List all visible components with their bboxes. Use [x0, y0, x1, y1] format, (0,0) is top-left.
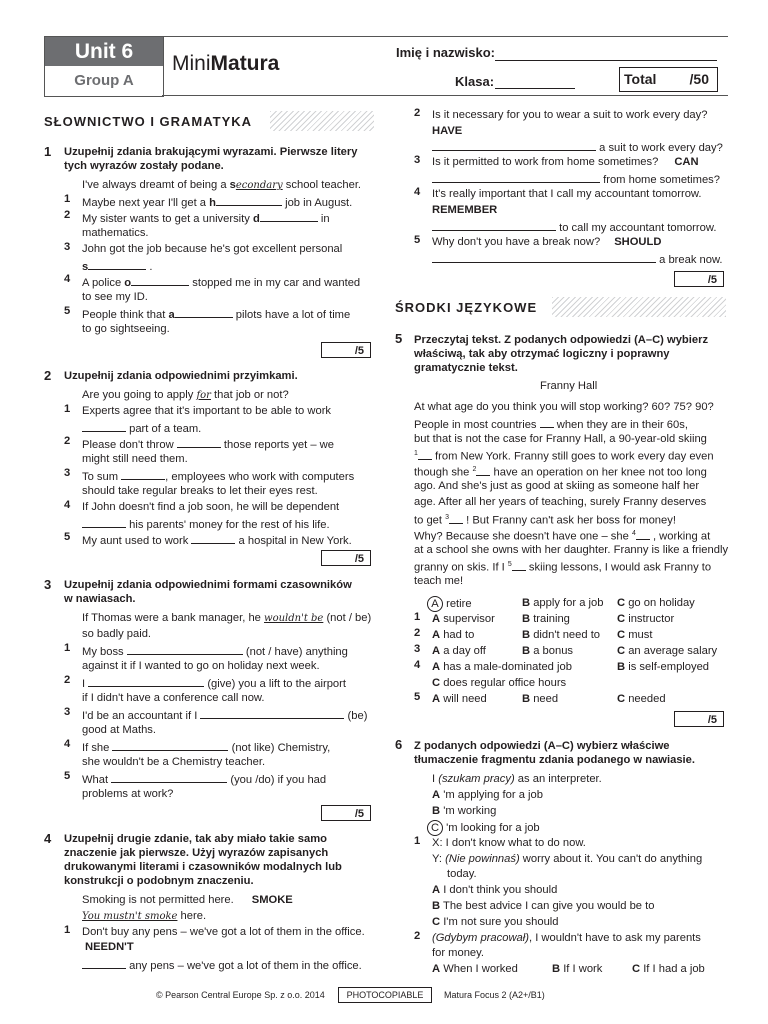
item-number: 5	[414, 234, 421, 246]
answer-blank[interactable]	[82, 957, 126, 969]
item-number: 5	[64, 770, 71, 782]
option-b[interactable]: B The best advice I can give you would be to	[432, 900, 655, 912]
text-line: ago. And she's just as good at skiing as someone half her	[414, 480, 700, 492]
item-number: 4	[64, 499, 71, 511]
option-a[interactable]: A had to	[432, 629, 475, 641]
option-b[interactable]: B a bonus	[522, 645, 574, 657]
item-number: 2	[414, 107, 421, 119]
item-number: 3	[64, 706, 71, 718]
item-line: Is it necessary for you to wear a suit to work every day?	[432, 109, 708, 121]
exercise-instruction: Uzupełnij drugie zdanie, tak aby miało takie samo	[64, 833, 327, 845]
item-number: 4	[414, 186, 421, 198]
item-line: People think that a pilots have a lot of time	[82, 306, 350, 322]
exercise-instruction: Uzupełnij zdania odpowiednimi przyimkami.	[64, 370, 298, 382]
item-line: My aunt used to work a hospital in New York.	[82, 532, 352, 548]
item-number: 1	[64, 193, 71, 205]
header-top-rule	[162, 36, 728, 37]
header-bottom-rule	[162, 95, 728, 96]
section-hatch	[270, 111, 374, 131]
option-b[interactable]: B training	[522, 613, 570, 625]
option-a[interactable]: A supervisor	[432, 613, 495, 625]
option-c[interactable]: C instructor	[617, 613, 675, 625]
item-number: 1	[414, 835, 421, 847]
item-line: mathematics.	[82, 227, 149, 239]
text-line: age. After all her years of teaching, surely Franny deserves	[414, 496, 707, 508]
option-a[interactable]: A 'm applying for a job	[432, 789, 543, 801]
exercise-instruction: Uzupełnij zdania odpowiednimi formami czasowników	[64, 579, 352, 591]
option-c[interactable]: C If I had a job	[632, 963, 705, 975]
item-number: 2	[64, 209, 71, 221]
answer-blank[interactable]	[432, 219, 556, 231]
answer-blank[interactable]	[131, 274, 189, 286]
example-sentence: Are you going to apply for that job or not?	[82, 389, 289, 401]
exercise-number: 1	[44, 144, 52, 159]
answer-blank[interactable]	[216, 194, 282, 206]
item-line: his parents' money for the rest of his life.	[82, 516, 330, 532]
gap-blank[interactable]	[540, 416, 554, 428]
item-line: If she (not like) Chemistry,	[82, 739, 330, 755]
option-b[interactable]: B If I work	[552, 963, 603, 975]
example-sentence: I've always dreamt of being a secondary school teacher.	[82, 179, 362, 191]
name-field[interactable]	[495, 60, 717, 61]
item-number: 2	[414, 627, 421, 639]
item-line: if I didn't have a conference call now.	[82, 692, 265, 704]
item-line: against it if I wanted to go on holiday next week.	[82, 660, 320, 672]
footer-copyright: © Pearson Central Europe Sp. z o.o. 2014	[156, 990, 325, 1000]
answer-blank[interactable]	[88, 675, 204, 687]
item-line: she wouldn't be a Chemistry teacher.	[82, 756, 266, 768]
item-number: 4	[64, 738, 71, 750]
text-line: to get $^3$ ! But Franny can't ask her boss for money!	[414, 511, 676, 528]
item-line: to go sightseeing.	[82, 323, 170, 335]
section-hatch	[552, 297, 726, 317]
item-number: 5	[414, 691, 421, 703]
exercise-instruction: Przeczytaj tekst. Z podanych odpowiedzi (A–C) wybierz	[414, 334, 709, 346]
exercise-number: 5	[395, 331, 403, 346]
total-label: Total	[624, 71, 657, 87]
item-number: 4	[64, 273, 71, 285]
exercise-number: 6	[395, 737, 403, 752]
item-number: 3	[414, 643, 421, 655]
item-number: 4	[414, 659, 421, 671]
item-line: I (give) you a lift to the airport	[82, 675, 346, 691]
item-line: John got the job because he's got excellent personal	[82, 243, 343, 255]
text-line: but that is not the case for Franny Hall, a 90-year-old skiing	[414, 433, 707, 445]
item-line: Don't buy any pens – we've got a lot of them in the office.	[82, 926, 365, 938]
example-sentence: I (szukam pracy) as an interpreter.	[432, 773, 602, 785]
item-number: 1	[64, 642, 71, 654]
name-label: Imię i nazwisko:	[396, 45, 495, 60]
answer-blank[interactable]	[82, 420, 126, 432]
option-c[interactable]: C does regular office hours	[432, 677, 567, 689]
answer-blank[interactable]	[260, 210, 318, 222]
text-line: $^1$ from New York. Franny still goes to work every day even	[414, 447, 714, 464]
option-a[interactable]: A When I worked	[432, 963, 518, 975]
item-number: 1	[64, 924, 71, 936]
answer-blank[interactable]	[175, 306, 233, 318]
exercise-instruction: właściwą, tak aby otrzymać logiczny i poprawny	[414, 348, 670, 360]
exercise-instruction: drukowanymi literami i czasowników modalnych lub	[64, 861, 342, 873]
text-line: Why? Because she doesn't have one – she $^4$ , working at	[414, 527, 710, 544]
option-b[interactable]: B need	[522, 693, 559, 705]
gap-blank[interactable]	[476, 464, 490, 476]
unit-title: Unit 6	[45, 37, 163, 66]
total-value: /50	[689, 71, 709, 87]
exercise-instruction: Uzupełnij zdania brakującymi wyrazami. Pierwsze litery	[64, 146, 358, 158]
item-line: Please don't throw those reports yet – we	[82, 436, 334, 452]
text-line: At what age do you think you will stop working? 60? 75? 90?	[414, 401, 714, 413]
item-line: should take regular breaks to let their eyes rest.	[82, 485, 318, 497]
item-line: It's really important that I call my accountant tomorrow.	[432, 188, 702, 200]
footer-book-title: Matura Focus 2 (A2+/B1)	[444, 990, 545, 1000]
answer-blank[interactable]	[88, 258, 146, 270]
exercise-number: 4	[44, 831, 52, 846]
example-sentence: If Thomas were a bank manager, he wouldn't be (not / be)	[82, 612, 372, 624]
item-line: part of a team.	[82, 420, 201, 436]
total-score-box	[619, 67, 718, 92]
answer-blank[interactable]	[127, 643, 243, 655]
section-title-vocab: SŁOWNICTWO I GRAMATYKA	[44, 114, 253, 129]
item-number: 5	[64, 305, 71, 317]
item-line: My boss (not / have) anything	[82, 643, 348, 659]
answer-blank[interactable]	[432, 251, 656, 263]
answer-blank[interactable]	[200, 707, 344, 719]
exercise-number: 2	[44, 368, 52, 383]
option-c[interactable]: C I'm not sure you should	[432, 916, 559, 928]
option-a[interactable]: A I don't think you should	[432, 884, 558, 896]
keyword: NEEDN'T	[85, 941, 134, 953]
item-number: 3	[64, 241, 71, 253]
exercise-instruction: tłumaczenie fragmentu zdania podanego w nawiasie.	[414, 754, 695, 766]
gap-blank[interactable]	[449, 512, 463, 524]
item-line: problems at work?	[82, 788, 174, 800]
text-line: though she $^2$ have an operation on her knee not too long	[414, 463, 707, 480]
dialogue-line: today.	[447, 868, 477, 880]
example-sentence: You mustn't smoke here.	[82, 910, 207, 922]
item-line: Experts agree that it's important to be able to work	[82, 405, 332, 417]
exercise-instruction: znaczenie jak pierwsze. Użyj wyrazów zapisanych	[64, 847, 329, 859]
item-line: for money.	[432, 947, 485, 959]
keyword: HAVE	[432, 125, 463, 137]
text-line: granny on skis. If I $^5$ skiing lessons, I would ask Franny to	[414, 558, 711, 575]
option-c-selected[interactable]: C 'm looking for a job	[430, 820, 540, 836]
item-number: 2	[64, 435, 71, 447]
item-line: from home sometimes?	[432, 171, 720, 187]
keyword: REMEMBER	[432, 204, 498, 216]
section-title-language: ŚRODKI JĘZYKOWE	[395, 300, 538, 315]
class-label: Klasa:	[455, 74, 495, 89]
item-line: a suit to work every day?	[432, 139, 723, 155]
option-c[interactable]: C needed	[617, 693, 666, 705]
score-box: /5	[674, 271, 724, 287]
item-number: 3	[64, 467, 71, 479]
text-line: teach me!	[414, 575, 464, 587]
option-b[interactable]: B apply for a job	[522, 597, 604, 609]
gap-blank[interactable]	[418, 448, 432, 460]
item-line: Is it permitted to work from home sometimes? CAN	[432, 156, 699, 168]
score-box: /5	[674, 711, 724, 727]
item-line: good at Maths.	[82, 724, 157, 736]
item-line: What (you /do) if you had	[82, 771, 326, 787]
item-number: 2	[414, 930, 421, 942]
answer-blank[interactable]	[121, 468, 165, 480]
item-line: to see my ID.	[82, 291, 148, 303]
answer-blank[interactable]	[432, 171, 600, 183]
exercise-number: 3	[44, 577, 52, 592]
option-b[interactable]: B didn't need to	[522, 629, 601, 641]
item-line: To sum , employees who work with computers	[82, 468, 354, 484]
answer-blank[interactable]	[177, 436, 221, 448]
option-a-selected[interactable]: A retire	[430, 596, 472, 612]
answer-blank[interactable]	[432, 139, 596, 151]
answer-blank[interactable]	[82, 516, 126, 528]
option-c[interactable]: C an average salary	[617, 645, 718, 657]
exercise-instruction: gramatycznie tekst.	[414, 362, 518, 374]
item-line: to call my accountant tomorrow.	[432, 219, 716, 235]
item-line: I'd be an accountant if I (be)	[82, 707, 367, 723]
brand-logo: MiniMatura	[172, 52, 280, 75]
text-line: People in most countries when they are in their 60s,	[414, 416, 688, 432]
dialogue-line: X: I don't know what to do now.	[432, 837, 586, 849]
score-box: /5	[321, 550, 371, 566]
gap-blank[interactable]	[636, 528, 650, 540]
item-line: (Gdybym pracował), I wouldn't have to ask my parents	[432, 932, 701, 944]
item-line: Why don't you have a break now? SHOULD	[432, 236, 662, 248]
item-number: 1	[64, 403, 71, 415]
group-label: Group A	[45, 66, 163, 96]
option-a[interactable]: A has a male-dominated job	[432, 661, 572, 673]
answer-blank[interactable]	[191, 532, 235, 544]
score-box: /5	[321, 342, 371, 358]
gap-blank[interactable]	[512, 559, 526, 571]
score-box: /5	[321, 805, 371, 821]
example-sentence: so badly paid.	[82, 628, 152, 640]
example-sentence: Smoking is not permitted here. SMOKE	[82, 894, 293, 906]
exercise-instruction: konstrukcji o podobnym znaczeniu.	[64, 875, 254, 887]
option-b[interactable]: B is self-employed	[617, 661, 710, 673]
item-line: s .	[82, 258, 152, 274]
option-c[interactable]: C must	[617, 629, 653, 641]
item-number: 3	[414, 154, 421, 166]
photocopiable-badge: PHOTOCOPIABLE	[338, 987, 432, 1003]
exercise-instruction: Z podanych odpowiedzi (A–C) wybierz właściwe	[414, 740, 670, 752]
item-line: any pens – we've got a lot of them in the office.	[82, 957, 362, 973]
option-a[interactable]: A a day off	[432, 645, 486, 657]
answer-blank[interactable]	[111, 771, 227, 783]
item-line: might still need them.	[82, 453, 188, 465]
option-c[interactable]: C go on holiday	[617, 597, 695, 609]
option-a[interactable]: A will need	[432, 693, 487, 705]
item-line: A police o stopped me in my car and wanted	[82, 274, 360, 290]
exercise-instruction: tych wyrazów zostały podane.	[64, 160, 224, 172]
option-b[interactable]: B 'm working	[432, 805, 497, 817]
dialogue-line: Y: (Nie powinnaś) worry about it. You can't do anything	[432, 853, 703, 865]
item-line: My sister wants to get a university d in	[82, 210, 330, 226]
item-number: 1	[414, 611, 421, 623]
answer-blank[interactable]	[112, 739, 228, 751]
class-field[interactable]	[495, 88, 575, 89]
text-line: at a school she owns with her daughter. Franny is like a friendly	[414, 544, 729, 556]
exercise-instruction: w nawiasach.	[64, 593, 136, 605]
item-line: a break now.	[432, 251, 723, 267]
item-line: Maybe next year I'll get a h job in August.	[82, 194, 352, 210]
item-line: If John doesn't find a job soon, he will be dependent	[82, 501, 340, 513]
unit-badge	[44, 36, 164, 97]
text-title: Franny Hall	[540, 380, 598, 392]
item-number: 2	[64, 674, 71, 686]
item-number: 5	[64, 531, 71, 543]
